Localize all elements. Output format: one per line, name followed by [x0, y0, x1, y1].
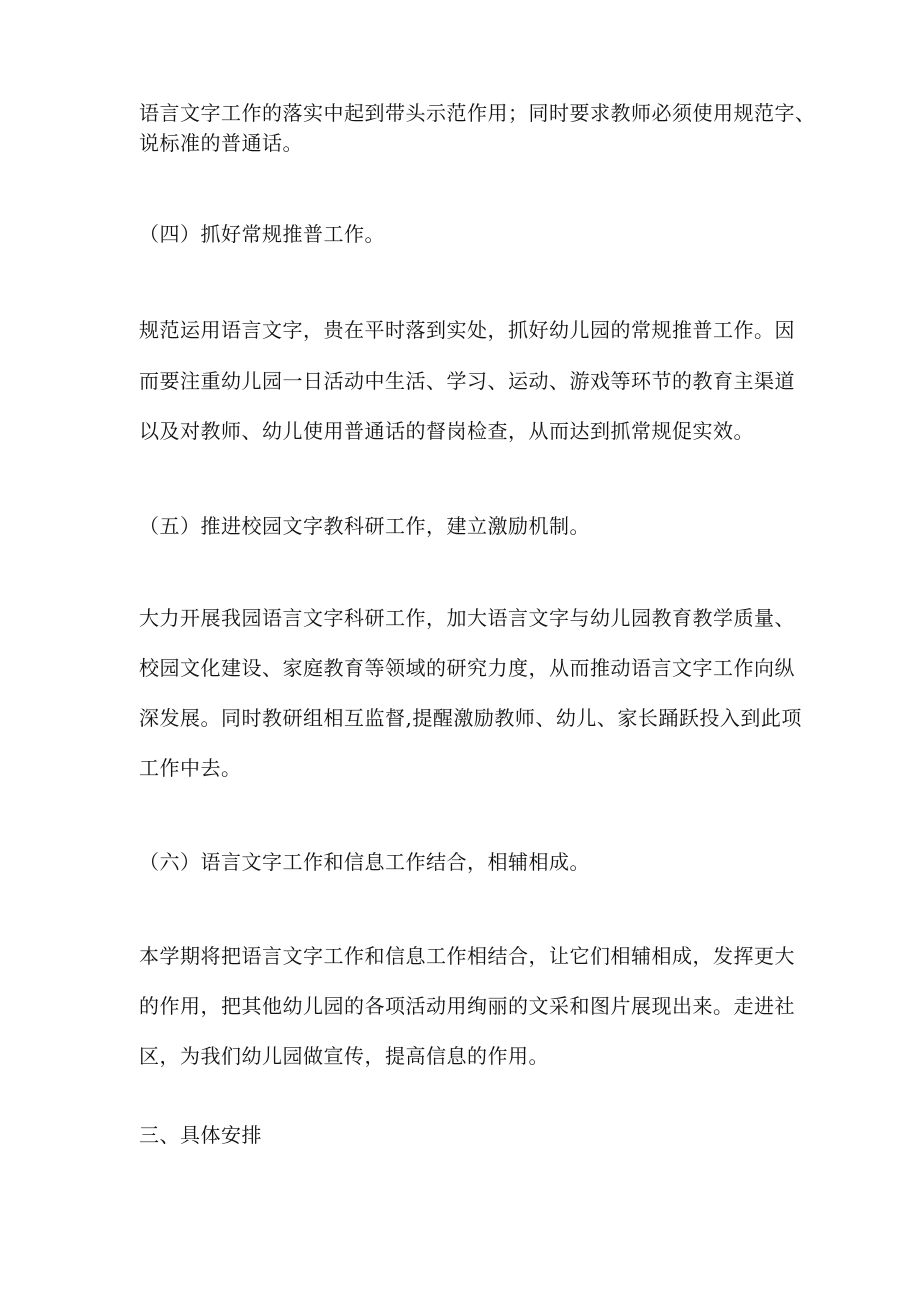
section-heading-5: （五）推进校园文字教科研工作，建立激励机制。: [139, 514, 590, 538]
paragraph-5-line-4: 工作中去。: [139, 756, 242, 780]
paragraph-4-line-2: 而要注重幼儿园一日活动中生活、学习、运动、游戏等环节的教育主渠道: [139, 369, 795, 393]
paragraph-6-line-2: 的作用，把其他幼儿园的各项活动用绚丽的文采和图片展现出来。走进社: [139, 994, 795, 1018]
paragraph-intro-line-1: 语言文字工作的落实中起到带头示范作用；同时要求教师必须使用规范字、: [139, 101, 816, 125]
paragraph-6-line-1: 本学期将把语言文字工作和信息工作相结合，让它们相辅相成，发挥更大: [139, 944, 795, 968]
paragraph-6-line-3: 区，为我们幼儿园做宣传，提高信息的作用。: [139, 1044, 549, 1068]
paragraph-intro-line-2: 说标准的普通话。: [139, 131, 303, 155]
paragraph-5-line-1: 大力开展我园语言文字科研工作，加大语言文字与幼儿园教育教学质量、: [139, 606, 795, 630]
section-heading-3: 三、具体安排: [139, 1123, 262, 1147]
paragraph-5-line-3: 深发展。同时教研组相互监督,提醒激励教师、幼儿、家长踊跃投入到此项: [139, 706, 802, 730]
paragraph-4-line-3: 以及对教师、幼儿使用普通话的督岗检查，从而达到抓常规促实效。: [139, 419, 754, 443]
section-heading-6: （六）语言文字工作和信息工作结合，相辅相成。: [139, 850, 590, 874]
section-heading-4: （四）抓好常规推普工作。: [139, 222, 385, 246]
paragraph-4-line-1: 规范运用语言文字，贵在平时落到实处，抓好幼儿园的常规推普工作。因: [139, 318, 795, 342]
paragraph-5-line-2: 校园文化建设、家庭教育等领域的研究力度，从而推动语言文字工作向纵: [139, 656, 795, 680]
